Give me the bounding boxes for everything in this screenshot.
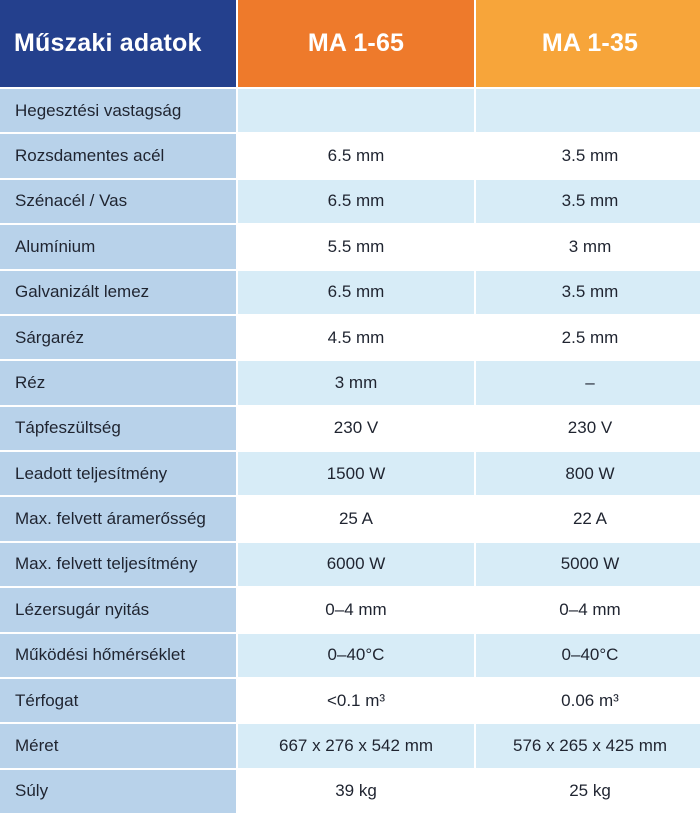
row-label: Súly bbox=[0, 770, 236, 813]
row-value-model-1: 6000 W bbox=[238, 543, 474, 586]
row-value-model-2: 22 A bbox=[476, 497, 700, 540]
row-label: Szénacél / Vas bbox=[0, 180, 236, 223]
row-label: Leadott teljesítmény bbox=[0, 452, 236, 495]
row-value-model-2: 0–4 mm bbox=[476, 588, 700, 631]
row-label: Rozsdamentes acél bbox=[0, 134, 236, 177]
row-value-model-1: 25 A bbox=[238, 497, 474, 540]
row-value-model-2: 3.5 mm bbox=[476, 180, 700, 223]
row-value-model-1: 3 mm bbox=[238, 361, 474, 404]
row-value-model-2: 576 x 265 x 425 mm bbox=[476, 724, 700, 767]
row-label: Max. felvett áramerősség bbox=[0, 497, 236, 540]
row-value-model-1: 6.5 mm bbox=[238, 180, 474, 223]
row-label: Sárgaréz bbox=[0, 316, 236, 359]
row-value-model-1: 230 V bbox=[238, 407, 474, 450]
header-model-2: MA 1-35 bbox=[476, 0, 700, 87]
row-label: Hegesztési vastagság bbox=[0, 89, 236, 132]
row-value-model-2: 800 W bbox=[476, 452, 700, 495]
row-value-model-2: 5000 W bbox=[476, 543, 700, 586]
row-value-model-1: 4.5 mm bbox=[238, 316, 474, 359]
row-value-model-1: 667 x 276 x 542 mm bbox=[238, 724, 474, 767]
row-value-model-2: 0.06 m³ bbox=[476, 679, 700, 722]
row-label: Méret bbox=[0, 724, 236, 767]
row-value-model-2: 3.5 mm bbox=[476, 134, 700, 177]
row-value-model-2: 3.5 mm bbox=[476, 271, 700, 314]
row-value-model-2: 3 mm bbox=[476, 225, 700, 268]
row-label: Működési hőmérséklet bbox=[0, 634, 236, 677]
row-value-model-1: 39 kg bbox=[238, 770, 474, 813]
row-label: Lézersugár nyitás bbox=[0, 588, 236, 631]
row-value-model-2: – bbox=[476, 361, 700, 404]
row-value-model-2: 25 kg bbox=[476, 770, 700, 813]
row-label: Max. felvett teljesítmény bbox=[0, 543, 236, 586]
row-value-model-1: 5.5 mm bbox=[238, 225, 474, 268]
row-label: Térfogat bbox=[0, 679, 236, 722]
row-value-model-2: 2.5 mm bbox=[476, 316, 700, 359]
row-value-model-2: 0–40°C bbox=[476, 634, 700, 677]
row-value-model-1: 6.5 mm bbox=[238, 271, 474, 314]
header-model-1: MA 1-65 bbox=[238, 0, 474, 87]
row-value-model-2 bbox=[476, 89, 700, 132]
row-label: Galvanizált lemez bbox=[0, 271, 236, 314]
row-label: Réz bbox=[0, 361, 236, 404]
row-value-model-1: 1500 W bbox=[238, 452, 474, 495]
row-value-model-1: 0–40°C bbox=[238, 634, 474, 677]
row-value-model-1 bbox=[238, 89, 474, 132]
row-value-model-1: 6.5 mm bbox=[238, 134, 474, 177]
row-value-model-1: <0.1 m³ bbox=[238, 679, 474, 722]
row-label: Tápfeszültség bbox=[0, 407, 236, 450]
row-value-model-2: 230 V bbox=[476, 407, 700, 450]
row-label: Alumínium bbox=[0, 225, 236, 268]
row-value-model-1: 0–4 mm bbox=[238, 588, 474, 631]
header-label: Műszaki adatok bbox=[0, 0, 236, 87]
